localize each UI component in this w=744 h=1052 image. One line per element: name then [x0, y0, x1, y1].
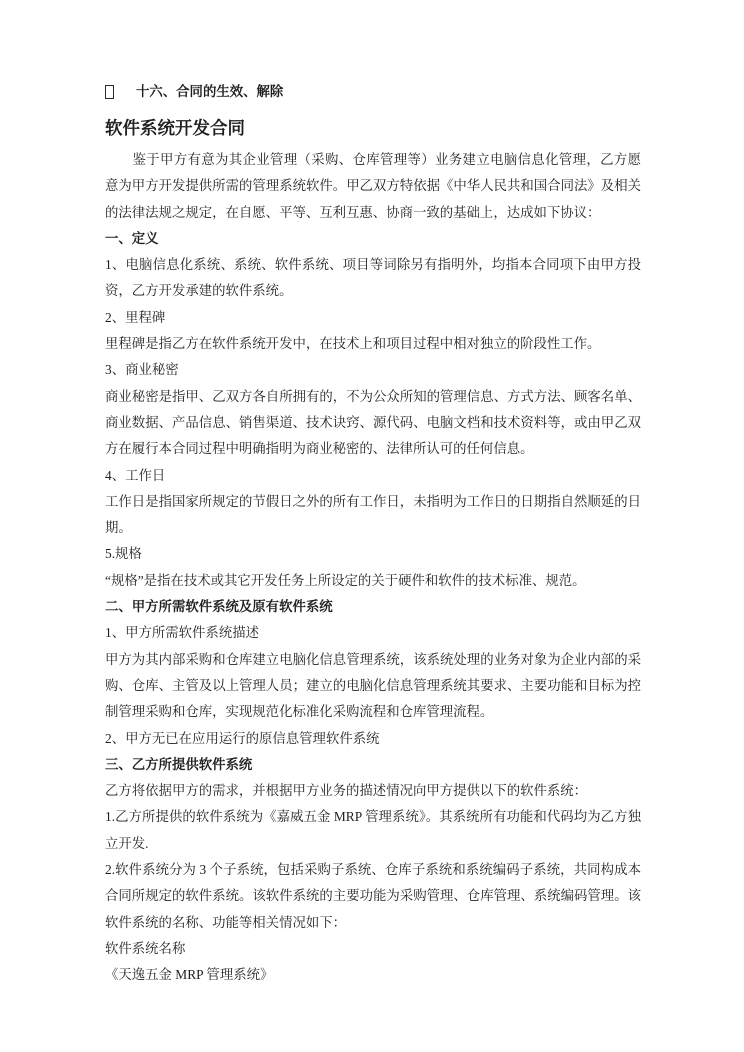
paragraph: 5.规格: [105, 546, 142, 562]
paragraph: 乙方将依据甲方的需求，并根据甲方业务的描述情况向甲方提供以下的软件系统：: [105, 783, 588, 799]
paragraph: 3、商业秘密: [105, 362, 179, 378]
intro-paragraph: 鉴于甲方有意为其企业管理（采购、仓库管理等）业务建立电脑信息化管理，乙方愿意为甲方开发提供所需的管理系统软件。甲乙双方特依据《中华人民共和国合同法》及相关的法律法规之规定，在自愿、平等、互利互惠、协商一致的基础上，达成如下协议：: [105, 152, 641, 220]
paragraph: 2、里程碑: [105, 309, 166, 325]
document-body: [105, 147, 641, 989]
paragraph: 2、甲方无已在应用运行的原信息管理软件系统: [105, 730, 380, 746]
document-title: 软件系统开发合同: [105, 118, 245, 138]
paragraph: “规格”是指在技术或其它开发任务上所设定的关于硬件和软件的技术标准、规范。: [105, 572, 586, 588]
paragraph: 商业秘密是指甲、乙双方各自所拥有的，不为公众所知的管理信息、方式方法、顾客名单、商业数据、产品信息、销售渠道、技术诀窍、源代码、电脑文档和技术资料等，或由甲乙双方在履行本合同过程中明确指明为商业秘密的、法律所认可的任何信息。: [105, 388, 641, 457]
paragraph: 2.软件系统分为 3 个子系统，包括采购子系统、仓库子系统和系统编码子系统，共同构成本合同所规定的软件系统。该软件系统的主要功能为采购管理、仓库管理、系统编码管理。该软件系统的名称、功能等相关情况如下：: [105, 862, 641, 930]
contract-clause-bullet-label: 十六、合同的生效、解除: [136, 84, 284, 99]
section-heading-definitions: 一、定义: [105, 230, 159, 246]
contract-clause-bullet-line: [105, 79, 641, 105]
paragraph: 软件系统名称: [105, 940, 186, 956]
paragraph: 甲方为其内部采购和仓库建立电脑化信息管理系统，该系统处理的业务对象为企业内部的采购、仓库、主管及以上管理人员；建立的电脑化信息管理系统其要求、主要功能和目标为控制管理采购和仓库，实现规范化标准化采购流程和仓库管理流程。: [105, 651, 641, 720]
paragraph: 工作日是指国家所规定的节假日之外的所有工作日，未指明为工作日的日期指自然顺延的日期。: [105, 493, 641, 536]
paragraph: 1.乙方所提供的软件系统为《嘉威五金 MRP 管理系统》。其系统所有功能和代码均为乙方独立开发.: [105, 809, 641, 851]
section-heading-party-b-systems: 三、乙方所提供软件系统: [105, 756, 253, 772]
missing-glyph-box-icon: [105, 85, 114, 99]
paragraph: 里程碑是指乙方在软件系统开发中，在技术上和项目过程中相对独立的阶段性工作。: [105, 336, 601, 352]
section-heading-party-a-systems: 二、甲方所需软件系统及原有软件系统: [105, 599, 333, 615]
paragraph: 1、甲方所需软件系统描述: [105, 625, 259, 641]
paragraph: 《天逸五金 MRP 管理系统》: [105, 967, 274, 983]
paragraph: 4、工作日: [105, 467, 166, 483]
paragraph: 1、电脑信息化系统、系统、软件系统、项目等词除另有指明外，均指本合同项下由甲方投资，乙方开发承建的软件系统。: [105, 257, 641, 299]
